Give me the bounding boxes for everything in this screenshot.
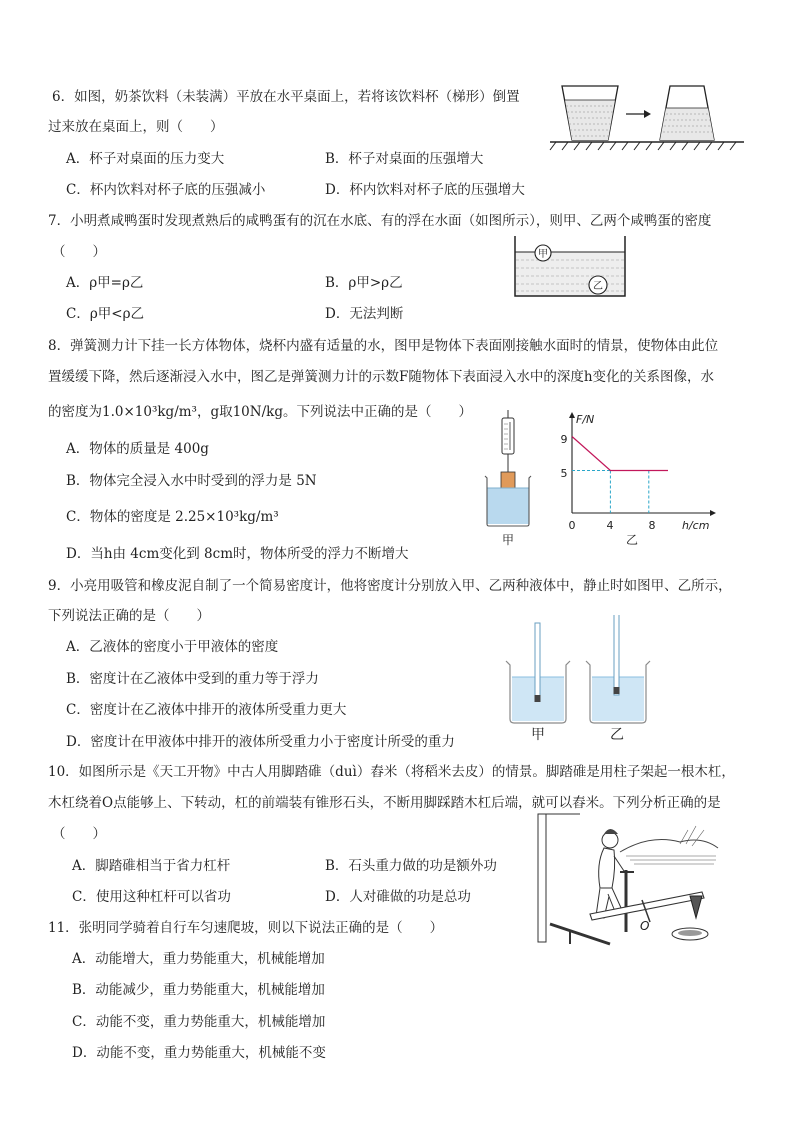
q8-option-a: A．物体的质量是 400g xyxy=(66,441,209,457)
q11-option-c: C．动能不变，重力势能重大，机械能增加 xyxy=(72,1014,326,1030)
q11-option-a: A．动能增大，重力势能重大，机械能增加 xyxy=(72,951,325,967)
q9-hydrometer-figure xyxy=(500,615,660,745)
q10-option-a: A．脚踏碓相当于省力杠杆 xyxy=(72,858,231,874)
q11-stem: 11．张明同学骑着自行车匀速爬坡，则以下说法正确的是（ ） xyxy=(48,920,444,936)
x-tick-0: 0 xyxy=(568,519,576,532)
q7-stem-line2: （ ） xyxy=(52,244,106,260)
q10-foot-pestle-illustration xyxy=(530,812,720,960)
q8-stem-line3: 的密度为1.0×10³kg/m³，g取10N/kg。下列说法中正确的是（ ） xyxy=(48,404,472,420)
graph-x-axis-arrow xyxy=(710,510,716,516)
q11-option-d: D．动能不变，重力势能重大，机械能不变 xyxy=(72,1045,326,1061)
graph-x-label: h/cm xyxy=(682,519,710,532)
q8-stem-line1: 8．弹簧测力计下挂一长方体物体，烧杯内盛有适量的水，图甲是物体下表面刚接触水面时的情景，使物体由此位 xyxy=(48,338,719,354)
y-tick-5: 5 xyxy=(560,467,568,480)
q7-egg-figure xyxy=(510,234,630,300)
q9-fig-jia-caption: 甲 xyxy=(531,727,545,743)
q6-cup-figure xyxy=(548,78,748,154)
q8-stem-line2: 置缓缓下降，然后逐渐浸入水中，图乙是弹簧测力计的示数F随物体下表面浸入水中的深度h变化的关系图像，水 xyxy=(48,369,715,385)
q6-option-c: C．杯内饮料对杯子底的压强减小 xyxy=(66,182,266,198)
q6-option-a: A．杯子对桌面的压力变大 xyxy=(66,151,225,167)
egg-yi-label: 乙 xyxy=(593,281,603,292)
q9-option-d: D．密度计在甲液体中排开的液体所受重力小于密度计所受的重力 xyxy=(66,734,455,750)
q7-option-c: C．ρ甲<ρ乙 xyxy=(66,306,145,322)
q9-option-b: B．密度计在乙液体中受到的重力等于浮力 xyxy=(66,671,319,687)
q6-option-d: D．杯内饮料对杯子底的压强增大 xyxy=(325,182,525,198)
q8-fig-jia-caption: 甲 xyxy=(501,533,515,547)
q6-stem-line2: 过来放在桌面上，则（ ） xyxy=(48,119,224,135)
q10-option-c: C．使用这种杠杆可以省功 xyxy=(72,889,231,905)
q7-option-d: D．无法判断 xyxy=(325,306,404,322)
x-tick-8: 8 xyxy=(648,519,656,532)
q9-option-a: A．乙液体的密度小于甲液体的密度 xyxy=(66,639,279,655)
q10-stem-line2: 木杠绕着O点能够上、下转动，杠的前端装有锥形石头，不断用脚踩踏木杠后端，就可以舂米。下列分析正确的是 xyxy=(48,795,721,811)
q8-force-depth-graph xyxy=(552,410,718,550)
pivot-o-label: O xyxy=(640,919,650,933)
q10-option-d: D．人对碓做的功是总功 xyxy=(325,889,471,905)
q9-stem-line1: 9．小亮用吸管和橡皮泥自制了一个简易密度计，他将密度计分别放入甲、乙两种液体中，静止时如图甲、乙所示， xyxy=(48,578,732,594)
q11-option-b: B．动能减少，重力势能重大，机械能增加 xyxy=(72,982,325,998)
q6-option-b: B．杯子对桌面的压强增大 xyxy=(325,151,484,167)
q8-option-d: D．当h由 4cm变化到 8cm时，物体所受的浮力不断增大 xyxy=(66,546,409,562)
q8-option-b: B．物体完全浸入水中时受到的浮力是 5N xyxy=(66,473,317,489)
q10-stem-line3: （ ） xyxy=(52,826,106,842)
x-tick-4: 4 xyxy=(606,519,614,532)
series-line xyxy=(572,437,668,471)
graph-guide-lines xyxy=(572,471,649,514)
q7-stem-line1: 7．小明煮咸鸭蛋时发现煮熟后的咸鸭蛋有的沉在水底、有的浮在水面（如图所示），则甲、乙两个咸鸭蛋的密度 xyxy=(48,213,712,229)
q8-spring-scale-figure xyxy=(478,410,544,550)
q10-option-b: B．石头重力做的功是额外功 xyxy=(325,858,497,874)
q7-option-b: B．ρ甲>ρ乙 xyxy=(325,275,403,291)
q7-option-a: A．ρ甲=ρ乙 xyxy=(66,275,144,291)
graph-y-axis-arrow xyxy=(569,412,575,418)
q8-fig-yi-caption: 乙 xyxy=(625,533,639,547)
q10-stem-line1: 10．如图所示是《天工开物》中古人用脚踏碓（duì）舂米（将稻米去皮）的情景。脚踏碓是用柱子架起一根木杠， xyxy=(48,764,735,780)
q6-stem-line1: 6．如图，奶茶饮料（未装满）平放在水平桌面上，若将该饮料杯（梯形）倒置 xyxy=(52,89,520,105)
q9-fig-yi-caption: 乙 xyxy=(610,727,624,743)
q8-option-c: C．物体的密度是 2.25×10³kg/m³ xyxy=(66,509,279,525)
egg-jia-label: 甲 xyxy=(538,249,548,260)
graph-y-label: F/N xyxy=(576,413,595,426)
q9-stem-line2: 下列说法正确的是（ ） xyxy=(48,608,210,624)
q9-option-c: C．密度计在乙液体中排开的液体所受重力更大 xyxy=(66,702,347,718)
y-tick-9: 9 xyxy=(560,433,568,446)
